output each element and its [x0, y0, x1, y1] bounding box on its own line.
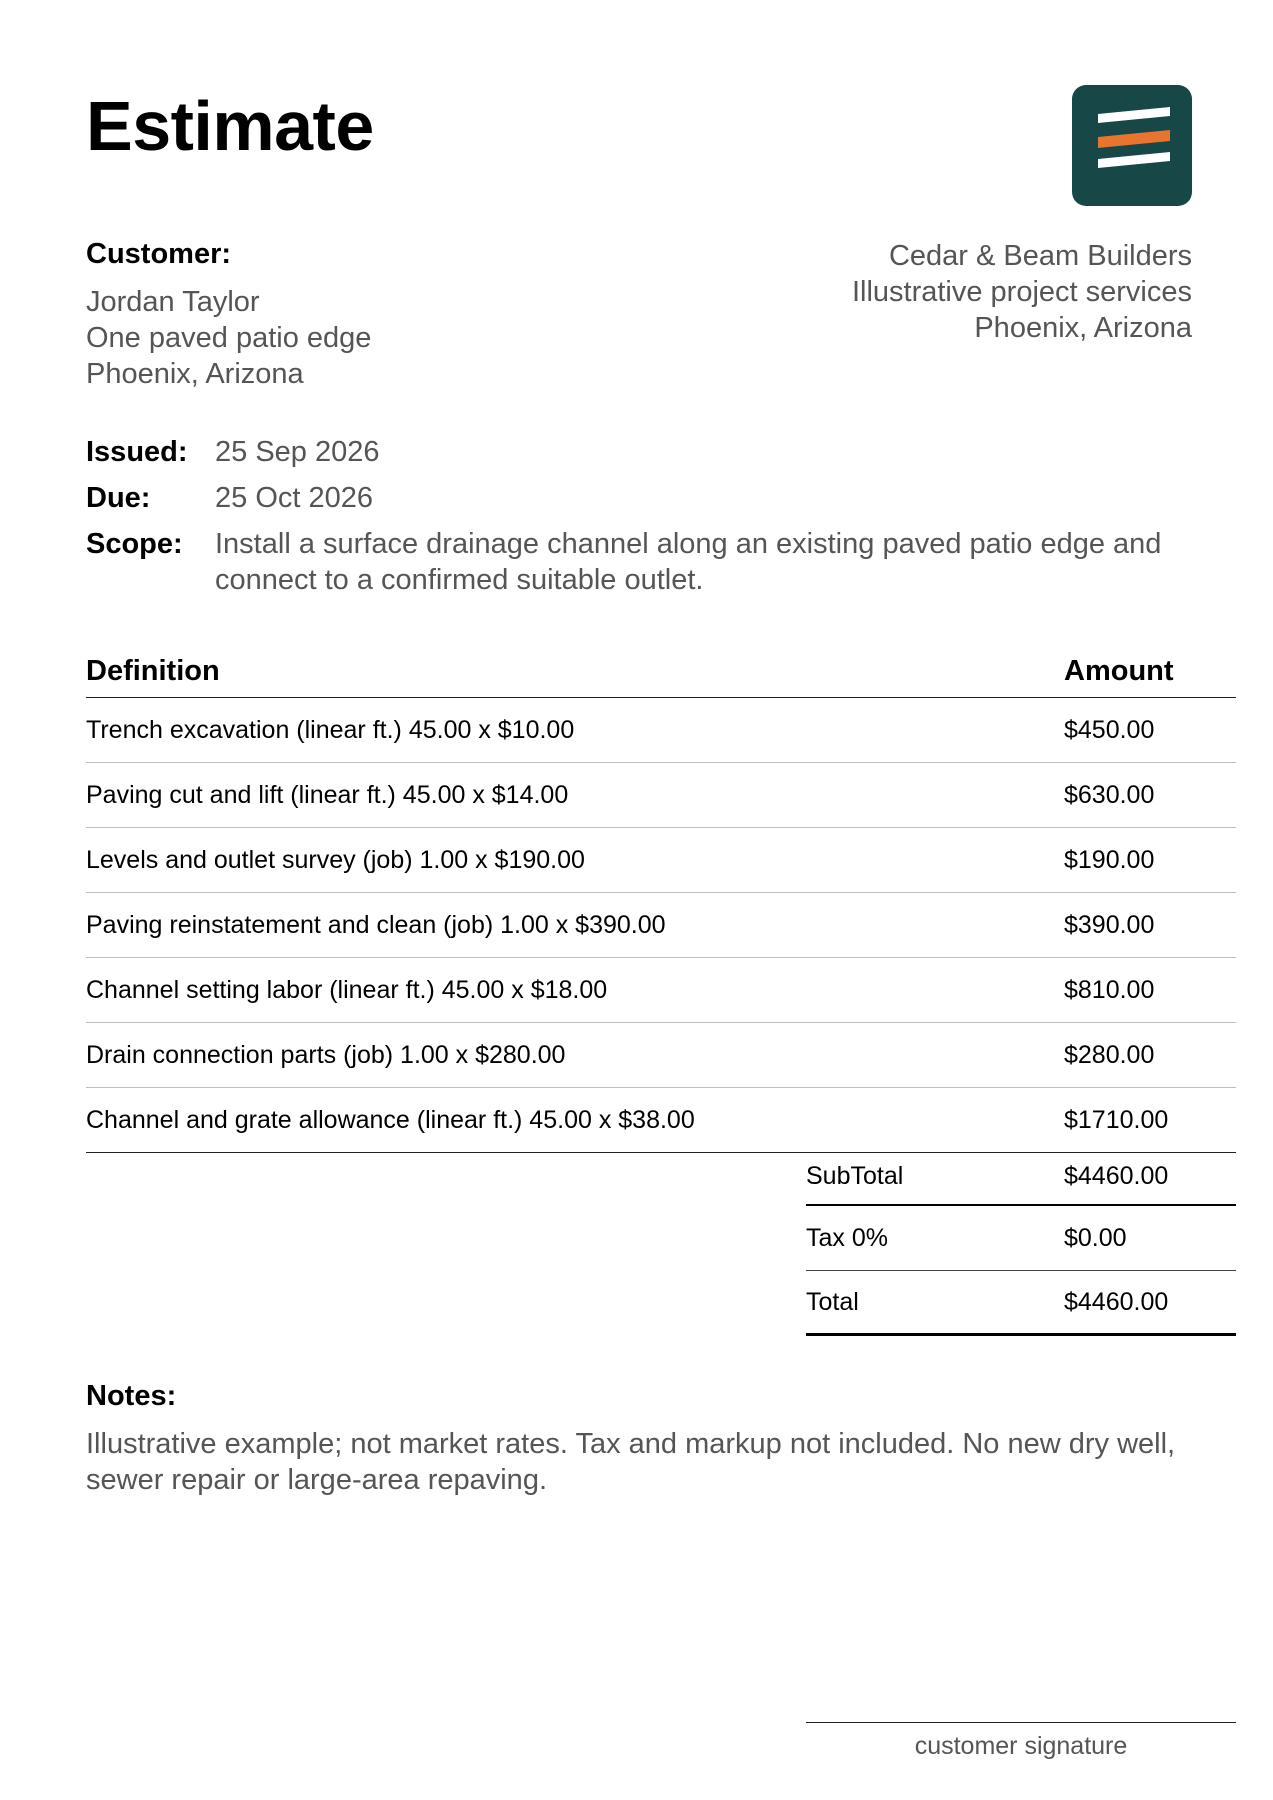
issued-label: Issued:: [86, 436, 188, 468]
tax-value: $0.00: [1064, 1223, 1127, 1252]
signature-label: customer signature: [914, 1732, 1128, 1760]
line-items-table: [86, 655, 1236, 1153]
company-tagline: Illustrative project services: [851, 276, 1192, 308]
row-definition: Levels and outlet survey (job) 1.00 x $190.00: [86, 845, 585, 874]
due-date: 25 Oct 2026: [215, 482, 373, 514]
customer-location: Phoenix, Arizona: [86, 358, 304, 390]
row-amount: $450.00: [1064, 715, 1155, 744]
total-row: [806, 1271, 1236, 1336]
row-definition: Channel and grate allowance (linear ft.) 45.00 x $38.00: [86, 1105, 695, 1134]
row-amount: $630.00: [1064, 780, 1155, 809]
row-definition: Channel setting labor (linear ft.) 45.00 x $18.00: [86, 975, 608, 1004]
due-row: [86, 480, 1236, 516]
amount-header: Amount: [1064, 655, 1174, 687]
table-row: [86, 828, 1236, 893]
customer-address: One paved patio edge: [86, 322, 372, 354]
notes-text: Illustrative example; not market rates. Tax and markup not included. No new dry well, sewer repair or large-area repaving.: [86, 1428, 1176, 1496]
table-row: [86, 893, 1236, 958]
issued-date: 25 Sep 2026: [215, 436, 380, 468]
customer-name: Jordan Taylor: [86, 286, 260, 318]
company-name: Cedar & Beam Builders: [888, 240, 1192, 272]
subtotal-value: $4460.00: [1064, 1161, 1169, 1190]
row-definition: Trench excavation (linear ft.) 45.00 x $10.00: [86, 715, 575, 744]
table-row: [86, 698, 1236, 763]
company-location: Phoenix, Arizona: [974, 312, 1192, 344]
tax-label: Tax 0%: [806, 1223, 888, 1252]
table-row: [86, 1023, 1236, 1088]
table-row: [86, 763, 1236, 828]
subtotal-label: SubTotal: [806, 1161, 904, 1190]
table-row: [86, 1088, 1236, 1153]
notes-label: Notes:: [86, 1380, 177, 1412]
scope-row: [86, 526, 1236, 598]
row-amount: $190.00: [1064, 845, 1155, 874]
tax-row: [806, 1206, 1236, 1271]
issued-row: [86, 434, 1236, 470]
table-body: [86, 698, 1236, 1153]
scope-label: Scope:: [86, 528, 183, 560]
row-amount: $810.00: [1064, 975, 1155, 1004]
table-header: [86, 655, 1236, 698]
subtotal-row: [806, 1148, 1236, 1206]
row-amount: $390.00: [1064, 910, 1155, 939]
estimate-meta: [86, 434, 1236, 608]
company-details: [852, 238, 1192, 346]
signature-line: [806, 1722, 1236, 1723]
page-title: Estimate: [86, 87, 374, 165]
row-definition: Drain connection parts (job) 1.00 x $280.00: [86, 1040, 566, 1069]
customer-label: Customer:: [86, 238, 232, 270]
table-row: [86, 958, 1236, 1023]
row-amount: $280.00: [1064, 1040, 1155, 1069]
total-label: Total: [806, 1287, 859, 1316]
definition-header: Definition: [86, 655, 220, 687]
row-amount: $1710.00: [1064, 1105, 1169, 1134]
customer-details: [86, 284, 371, 392]
company-logo-icon: [1072, 85, 1192, 206]
total-value: $4460.00: [1064, 1287, 1169, 1316]
scope-text: Install a surface drainage channel along an existing paved patio edge and connect to a confirmed suitable outlet.: [215, 528, 1162, 596]
due-label: Due:: [86, 482, 151, 514]
row-definition: Paving reinstatement and clean (job) 1.00 x $390.00: [86, 910, 666, 939]
totals-block: [806, 1148, 1236, 1336]
row-definition: Paving cut and lift (linear ft.) 45.00 x $14.00: [86, 780, 569, 809]
